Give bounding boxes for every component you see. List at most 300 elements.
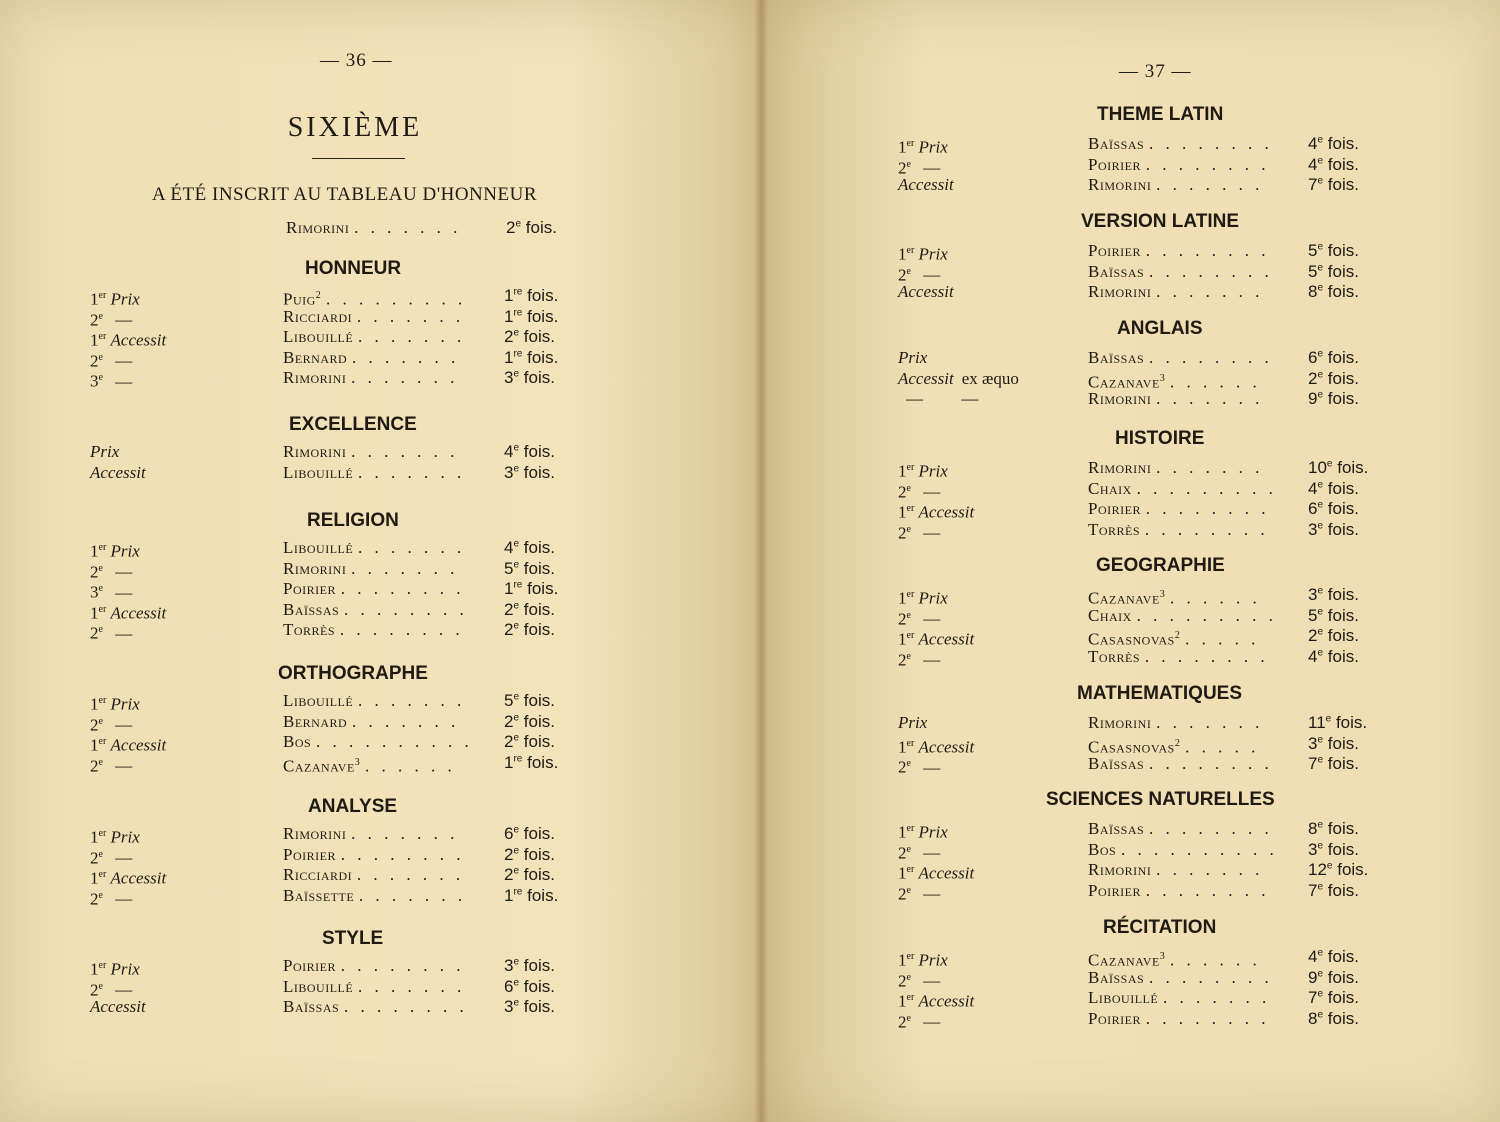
times-word: fois. [527, 306, 559, 326]
student-name-text: Cazanave [1088, 372, 1160, 392]
student-name [283, 600, 468, 620]
student-name [1088, 520, 1269, 540]
award-ordinal: 1 [90, 827, 99, 847]
award-ordinal-suffix: er [98, 290, 107, 301]
times-ordinal: 5 [504, 691, 514, 710]
award-ordinal: 1 [898, 588, 907, 608]
times-count [504, 348, 558, 368]
student-name-text: Torrès [283, 620, 336, 639]
award-ordinal-suffix: er [906, 992, 915, 1003]
student-name [1088, 499, 1269, 519]
page-number: — 36 — [320, 50, 393, 71]
times-word: fois. [523, 538, 555, 557]
award-rank: — [115, 582, 133, 602]
award-ordinal-suffix: e [98, 372, 103, 383]
times-word: fois. [1335, 713, 1368, 732]
times-ordinal: 4 [1308, 154, 1318, 174]
student-name-text: Rimorini [1088, 282, 1152, 301]
award-rank: — [115, 351, 133, 371]
times-ordinal-suffix: e [1326, 860, 1333, 872]
times-ordinal-suffix: e [1317, 839, 1324, 851]
times-word: fois. [523, 368, 555, 387]
times-ordinal-suffix: e [513, 538, 520, 550]
leader-dots: . . . . . . . . [1148, 348, 1273, 367]
award-ordinal-suffix: e [906, 482, 911, 494]
student-name-text: Chaix [1088, 478, 1132, 498]
student-name-text: Puig [283, 289, 316, 309]
times-count [1308, 860, 1368, 880]
award-rank: Prix [110, 959, 140, 979]
times-count [504, 753, 558, 773]
footnote-mark: 3 [1159, 589, 1166, 600]
times-count [1308, 479, 1359, 499]
award-ordinal: 2 [898, 843, 907, 863]
student-name [1088, 389, 1263, 409]
award-ordinal: 1 [898, 737, 907, 757]
student-name-text: Chaix [1088, 605, 1132, 625]
student-name [1088, 988, 1270, 1008]
times-word: fois. [1327, 154, 1359, 174]
times-count [1308, 968, 1359, 988]
times-count [1308, 155, 1359, 175]
award-ordinal-suffix: er [98, 603, 107, 615]
award-label [898, 389, 978, 409]
award-rank: Accessit [898, 282, 954, 301]
times-count [1308, 840, 1359, 860]
times-ordinal: 4 [1308, 646, 1318, 666]
times-ordinal-suffix: e [513, 599, 520, 611]
student-name-text: Libouillé [283, 462, 354, 482]
student-name-text: Libouillé [283, 538, 354, 557]
times-count [1308, 175, 1359, 195]
times-word: fois. [1327, 626, 1359, 645]
subject-title: MATHEMATIQUES [1077, 683, 1243, 704]
leader-dots: . . . . . . . . [343, 997, 468, 1016]
times-count [504, 691, 555, 711]
leader-dots: . . . . . . . . [1148, 134, 1273, 153]
leader-dots: . . . . . . . . [1144, 519, 1269, 539]
times-ordinal-suffix: e [1317, 154, 1324, 166]
times-count [1308, 819, 1359, 839]
times-word: fois. [1327, 175, 1359, 194]
times-count [504, 956, 555, 976]
award-rank: — [115, 562, 133, 582]
award-ordinal-suffix: er [98, 695, 107, 706]
award-label [898, 369, 1019, 389]
award-rank: Prix [918, 244, 948, 264]
times-ordinal-suffix: e [513, 824, 520, 836]
student-name-text: Rimorini [283, 824, 347, 843]
award-label [90, 463, 146, 483]
times-count [504, 620, 555, 640]
student-name [283, 307, 464, 327]
award-ordinal: 2 [898, 1012, 907, 1032]
award-rank: Prix [918, 950, 948, 970]
times-count [504, 463, 555, 483]
student-name [283, 712, 459, 732]
award-rank: Accessit [918, 737, 975, 757]
times-ordinal-suffix: e [513, 997, 520, 1009]
award-rank: Accessit [110, 603, 167, 623]
times-word: fois. [1327, 368, 1359, 388]
leader-dots: . . . . . . . . [1148, 261, 1273, 281]
award-ordinal-suffix: e [906, 884, 911, 896]
times-word: fois. [1327, 1008, 1359, 1028]
award-rank: Prix [918, 822, 948, 842]
times-word: fois. [1327, 605, 1359, 625]
leader-dots: . . . . . . . [1162, 988, 1271, 1007]
times-ordinal: 1 [504, 347, 514, 367]
subject-title: VERSION LATINE [1081, 211, 1239, 232]
times-ordinal-suffix: e [1317, 478, 1324, 490]
times-count [504, 732, 555, 752]
award-ordinal-suffix: er [906, 630, 915, 641]
times-ordinal: 6 [504, 824, 514, 843]
student-name-text: Baïssas [1088, 348, 1145, 367]
times-ordinal-suffix: e [513, 691, 520, 703]
award-label [898, 713, 927, 733]
leader-dots: . . . . . . . [351, 558, 459, 578]
times-word: fois. [1327, 134, 1359, 153]
times-ordinal: 8 [1308, 282, 1318, 301]
leader-dots: . . . . . . . [357, 462, 466, 482]
times-ordinal-suffix: e [1317, 499, 1324, 511]
subject-title: SCIENCES NATURELLES [1046, 789, 1275, 810]
subject-title: RELIGION [307, 510, 399, 531]
student-name-text: Casasnovas [1088, 737, 1175, 757]
student-name-text: Rimorini [1088, 713, 1152, 732]
times-ordinal-suffix: re [513, 885, 523, 897]
footnote-mark: 3 [1159, 951, 1166, 962]
student-name [1088, 860, 1263, 880]
award-rank: Accessit [898, 368, 954, 388]
title-rule [312, 158, 405, 159]
times-ordinal: 4 [1308, 478, 1318, 498]
leader-dots: . . . . . [1185, 737, 1260, 757]
times-ordinal: 2 [504, 327, 514, 346]
times-count [1308, 499, 1359, 519]
times-word: fois. [523, 824, 555, 843]
leader-dots: . . . . . . [1170, 950, 1261, 970]
award-ordinal-suffix: er [906, 951, 915, 962]
times-ordinal: 1 [504, 579, 514, 598]
student-name [1088, 241, 1269, 261]
times-ordinal-suffix: e [513, 620, 520, 632]
student-name [1088, 647, 1269, 667]
times-ordinal: 8 [1308, 819, 1318, 838]
award-ordinal: 2 [898, 158, 907, 178]
times-ordinal: 4 [1308, 947, 1318, 966]
times-word: fois. [1327, 988, 1359, 1007]
times-word: fois. [523, 558, 555, 578]
times-word: fois. [1327, 261, 1359, 281]
award-ordinal-suffix: e [906, 158, 911, 170]
award-rank: Accessit [110, 868, 167, 888]
subject-title: THEME LATIN [1097, 104, 1224, 125]
times-word: fois. [523, 462, 555, 482]
subject-title: HISTOIRE [1115, 428, 1205, 449]
student-name [283, 327, 465, 347]
times-count [504, 368, 555, 388]
award-rank: — [115, 715, 133, 735]
times-word: fois. [523, 711, 555, 731]
times-ordinal: 3 [1308, 585, 1318, 604]
subject-title: ANGLAIS [1117, 318, 1203, 339]
award-ordinal: 2 [898, 757, 907, 777]
times-ordinal: 1 [504, 752, 514, 772]
student-name-text: Baïssas [1088, 819, 1145, 838]
times-word: fois. [1327, 241, 1359, 260]
award-ordinal: 2 [90, 351, 99, 371]
award-ordinal-suffix: e [98, 715, 103, 727]
times-ordinal-suffix: e [1317, 368, 1324, 380]
award-label [898, 520, 940, 544]
times-ordinal-suffix: e [1317, 947, 1324, 959]
award-ordinal: 3 [90, 371, 99, 391]
times-ordinal-suffix: e [513, 976, 520, 988]
times-ordinal: 5 [504, 558, 514, 578]
leader-dots: . . . . . . . . [1145, 1008, 1270, 1028]
times-ordinal: 4 [504, 442, 514, 461]
award-rank: — [923, 843, 941, 863]
times-ordinal-suffix: e [513, 844, 520, 856]
award-ordinal: 2 [90, 889, 99, 909]
subject-title: GEOGRAPHIE [1096, 555, 1225, 576]
student-name-text: Baïssas [283, 599, 340, 619]
times-word: fois. [523, 976, 555, 996]
student-name [283, 977, 465, 997]
times-ordinal-suffix: e [1317, 585, 1324, 597]
times-word: fois. [1327, 967, 1359, 987]
award-ordinal-suffix: e [98, 756, 103, 768]
student-name [283, 463, 465, 483]
leader-dots: . . . . . . . [1156, 389, 1264, 408]
times-ordinal-suffix: e [513, 462, 520, 474]
leader-dots: . . . . . . . . [1145, 880, 1270, 900]
award-ordinal-suffix: er [906, 462, 915, 473]
times-ordinal-suffix: re [513, 752, 523, 764]
student-name [1088, 754, 1273, 774]
times-word: fois. [527, 347, 559, 367]
award-ordinal: 3 [90, 582, 99, 602]
student-name [1088, 819, 1273, 839]
student-name [1088, 968, 1273, 988]
award-ordinal: 2 [90, 562, 99, 582]
student-name [1088, 479, 1277, 499]
student-name [1088, 881, 1269, 901]
award-rank: Accessit [918, 863, 975, 883]
award-ordinal: 1 [90, 289, 99, 309]
award-ordinal-suffix: e [906, 265, 911, 277]
award-ordinal-suffix: er [906, 589, 915, 600]
award-rank: — [115, 623, 133, 643]
times-ordinal-suffix: e [1317, 175, 1324, 187]
award-ordinal: 1 [90, 541, 99, 561]
times-word: fois. [1327, 478, 1359, 498]
award-ordinal: 1 [898, 629, 907, 649]
leader-dots: . . . . . . . [354, 218, 462, 237]
award-ordinal: 2 [90, 623, 99, 643]
student-name-text: Baïssette [283, 885, 355, 905]
subject-title: HONNEUR [305, 258, 402, 279]
times-ordinal: 4 [504, 538, 514, 557]
student-name [1088, 134, 1273, 154]
leader-dots: . . . . . . . [1156, 175, 1264, 194]
student-name [1088, 1009, 1269, 1029]
award-rank: Accessit [918, 991, 975, 1011]
times-count [504, 307, 558, 327]
times-count [1308, 713, 1367, 733]
times-ordinal: 3 [1308, 519, 1318, 539]
student-name [1088, 585, 1261, 608]
times-count [1308, 754, 1359, 774]
times-count [1308, 647, 1359, 667]
award-ordinal: 2 [90, 715, 99, 735]
times-count [1308, 626, 1359, 646]
award-rank: — [923, 757, 941, 777]
student-name-text: Baïssas [283, 997, 340, 1016]
times-count [504, 538, 555, 558]
award-ordinal: 2 [898, 609, 907, 629]
award-label [90, 753, 132, 777]
award-extra: ex æquo [961, 368, 1019, 388]
award-ordinal: 2 [898, 884, 907, 904]
leader-dots: . . . . . . . [358, 885, 467, 905]
award-rank: Accessit [110, 330, 167, 350]
award-ordinal-suffix: er [906, 138, 915, 149]
student-name-text: Poirier [1088, 241, 1141, 260]
leader-dots: . . . . . . . . [339, 620, 464, 639]
times-ordinal-suffix: e [1317, 646, 1324, 658]
award-ordinal-suffix: e [906, 843, 911, 855]
times-ordinal: 7 [1308, 880, 1318, 900]
student-name-text: Rimorini [283, 558, 347, 578]
award-label [898, 348, 927, 368]
award-rank: — [923, 482, 941, 502]
leader-dots: . . . . . [1185, 629, 1260, 649]
times-ordinal: 1 [504, 885, 514, 905]
award-ordinal: 1 [90, 735, 99, 755]
award-rank: Accessit [918, 502, 975, 522]
award-ordinal: 1 [898, 950, 907, 970]
subject-title: EXCELLENCE [289, 414, 417, 435]
times-word: fois. [1327, 754, 1359, 773]
award-ordinal-suffix: e [906, 1012, 911, 1024]
leader-dots: . . . . . . . . [1144, 646, 1269, 666]
award-rank: Prix [110, 827, 140, 847]
times-ordinal-suffix: re [513, 347, 523, 359]
times-count [504, 600, 555, 620]
student-name-text: Libouillé [283, 327, 354, 346]
times-word: fois. [1327, 348, 1359, 367]
times-count [1308, 734, 1359, 754]
times-word: fois. [1327, 733, 1359, 753]
times-count [504, 845, 555, 865]
times-count [1308, 520, 1359, 540]
student-name [1088, 947, 1261, 970]
student-name-text: Bernard [283, 711, 348, 731]
student-name-text: Rimorini [283, 442, 347, 461]
times-word: fois. [1327, 646, 1359, 666]
times-ordinal: 7 [1308, 175, 1318, 194]
award-rank: Accessit [90, 462, 146, 482]
leader-dots: . . . . . . . [351, 347, 460, 367]
award-ordinal-suffix: er [906, 864, 915, 875]
times-ordinal: 7 [1308, 988, 1318, 1007]
award-ordinal-suffix: e [98, 351, 103, 363]
times-ordinal: 5 [1308, 241, 1318, 260]
times-ordinal: 1 [504, 306, 514, 326]
times-ordinal: 10 [1308, 458, 1327, 477]
times-ordinal-suffix: e [515, 218, 522, 230]
leader-dots: . . . . . . [1170, 588, 1261, 608]
student-name-text: Cazanave [283, 756, 355, 776]
leader-dots: . . . . . . . . [343, 599, 468, 619]
award-rank: — [923, 609, 941, 629]
award-label [90, 997, 146, 1017]
student-name [283, 538, 465, 558]
times-word: fois. [527, 752, 559, 772]
award-ordinal-suffix: e [906, 971, 911, 983]
times-count [1308, 1009, 1359, 1029]
leader-dots: . . . . . . . [1156, 458, 1264, 477]
award-ordinal-suffix: e [98, 889, 103, 901]
award-ordinal-suffix: er [98, 869, 107, 880]
times-ordinal: 5 [1308, 605, 1318, 625]
award-rank: — [923, 971, 941, 991]
student-name [283, 956, 464, 976]
times-ordinal-suffix: e [1317, 605, 1324, 617]
times-count [1308, 881, 1359, 901]
times-count [506, 218, 557, 238]
leader-dots: . . . . . . . [1156, 860, 1264, 879]
times-ordinal-suffix: e [1317, 261, 1324, 273]
times-count [504, 997, 555, 1017]
award-rank: Prix [918, 137, 948, 157]
student-name-text: Baïssas [1088, 967, 1145, 987]
times-word: fois. [1327, 839, 1359, 859]
times-ordinal-suffix: e [1317, 282, 1324, 294]
student-name-text: Libouillé [283, 691, 354, 710]
award-ordinal: 2 [898, 523, 907, 543]
right-page [762, 0, 1500, 1122]
times-ordinal-suffix: e [513, 865, 520, 877]
award-label [90, 368, 132, 392]
times-ordinal: 4 [1308, 134, 1318, 153]
student-name [1088, 155, 1269, 175]
times-word: fois. [523, 997, 555, 1016]
student-name-text: Casasnovas [1088, 629, 1175, 649]
footnote-mark: 2 [1174, 630, 1181, 641]
award-rank: — [115, 310, 133, 330]
times-ordinal: 3 [504, 368, 514, 387]
award-rank: — [115, 889, 133, 909]
student-name [283, 824, 458, 844]
times-ordinal: 3 [1308, 839, 1318, 859]
times-word: fois. [523, 599, 555, 619]
student-name-text: Baïssas [1088, 754, 1145, 773]
award-label [898, 282, 954, 302]
leader-dots: . . . . . . . [357, 691, 466, 710]
times-count [504, 977, 555, 997]
student-name [283, 753, 456, 776]
student-name [283, 886, 466, 906]
student-name [1088, 713, 1263, 733]
award-label [90, 442, 119, 462]
student-name [1088, 282, 1263, 302]
times-count [504, 442, 555, 462]
award-rank: — [923, 650, 941, 670]
